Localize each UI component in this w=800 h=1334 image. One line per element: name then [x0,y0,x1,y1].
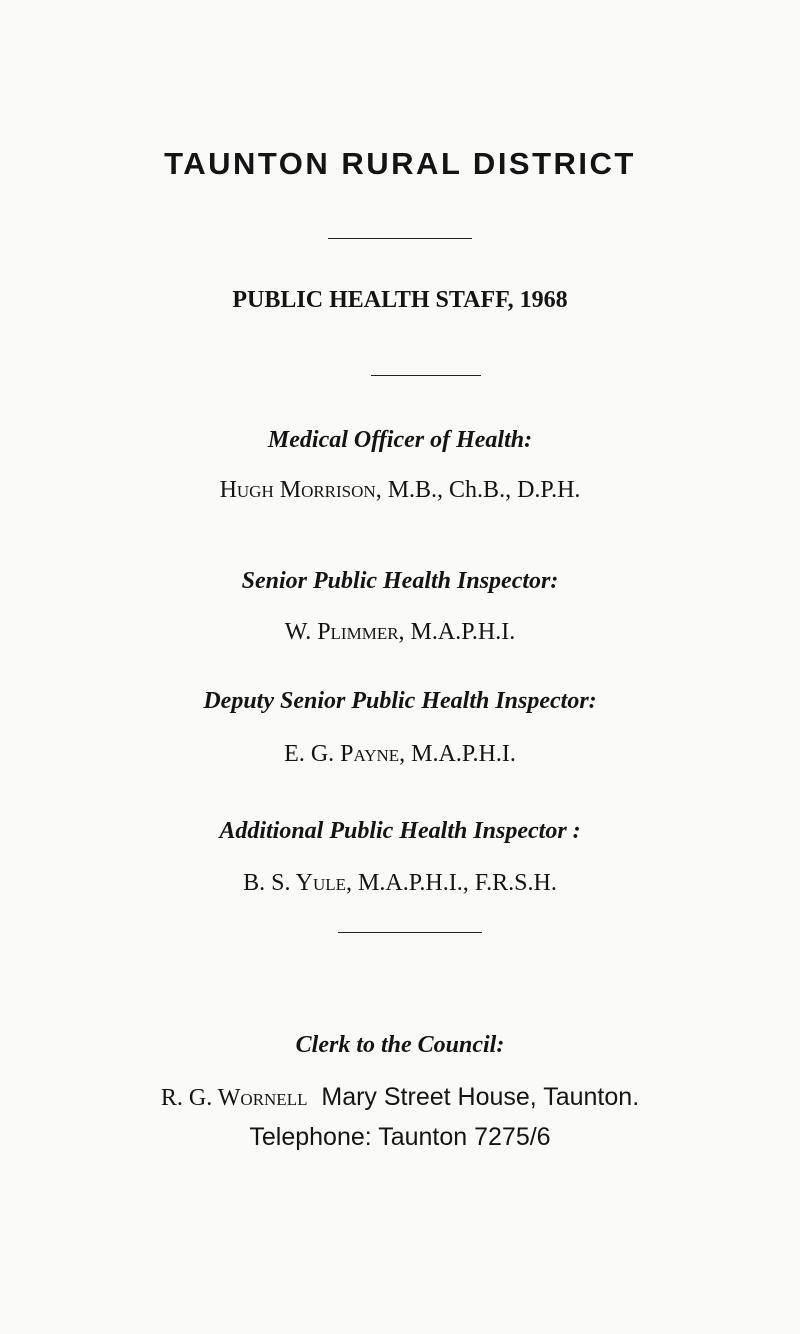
deputy-inspector-entry [0,741,800,768]
additional-inspector-qualifications: , M.A.P.H.I., F.R.S.H. [346,870,557,896]
medical-officer-qualifications: , M.B., Ch.B., D.P.H. [375,477,581,503]
additional-inspector-entry [0,870,800,897]
clerk-role: Clerk to the Council: [295,1032,505,1058]
deputy-inspector-name: E. G. Payne [284,741,400,767]
district-title: TAUNTON RURAL DISTRICT [164,146,636,181]
divider-rule [328,238,472,239]
additional-inspector-name: B. S. Yule [243,870,347,896]
additional-inspector-role: Additional Public Health Inspector : [219,818,581,844]
senior-inspector-entry [0,619,800,646]
staff-heading: PUBLIC HEALTH STAFF, 1968 [232,287,568,313]
deputy-inspector-role: Deputy Senior Public Health Inspector: [203,688,597,714]
divider-rule [338,932,482,933]
clerk-name: R. G. Wornell [160,1085,308,1111]
medical-officer-name: Hugh Morrison [219,477,376,503]
medical-officer-entry [0,477,800,504]
senior-inspector-name: W. Plimmer [284,619,399,645]
clerk-telephone: Telephone: Taunton 7275/6 [249,1123,551,1151]
medical-officer-role: Medical Officer of Health: [267,427,533,453]
divider-rule [371,375,481,376]
deputy-inspector-qualifications: , M.A.P.H.I. [399,741,516,767]
clerk-entry [0,1083,800,1112]
clerk-address: Mary Street House, Taunton. [321,1083,640,1111]
senior-inspector-role: Senior Public Health Inspector: [241,568,559,594]
senior-inspector-qualifications: , M.A.P.H.I. [398,619,516,645]
